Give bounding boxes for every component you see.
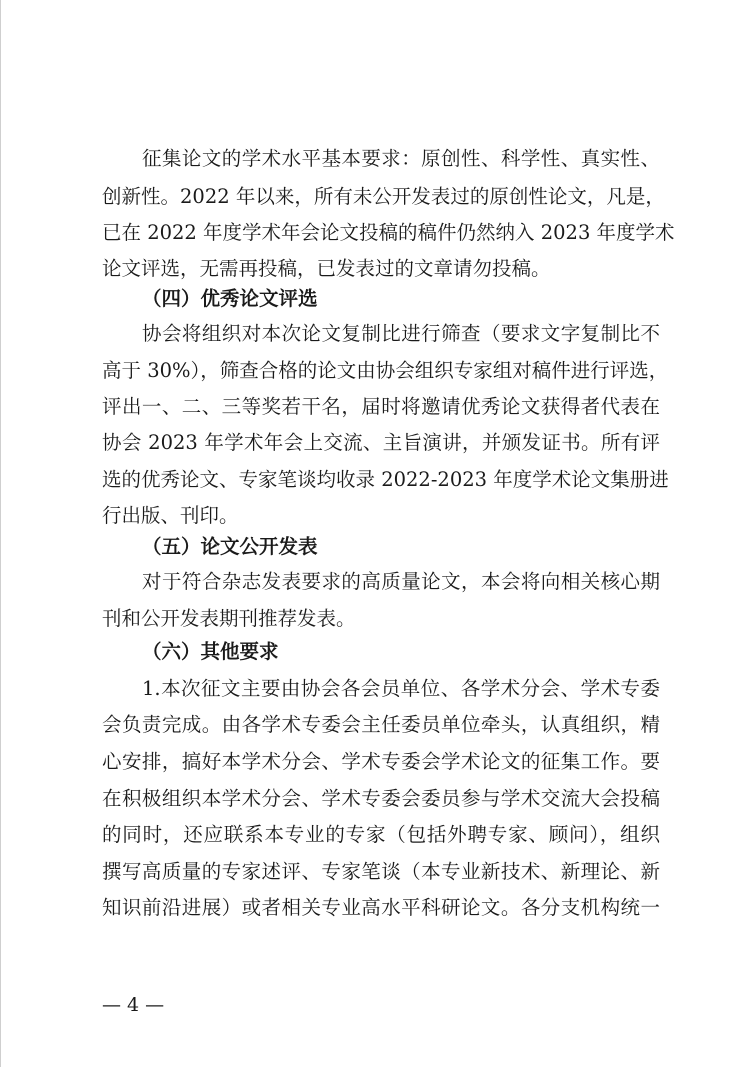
paragraph-line: 高于 30%），筛查合格的论文由协会组织专家组对稿件进行评选， xyxy=(102,359,669,382)
paragraph-line: 会负责完成。由各学术专委会主任委员单位牵头，认真组织，精 xyxy=(102,713,660,736)
paragraph-line: 在积极组织本学术分会、学术专委会委员参与学术交流大会投稿 xyxy=(102,787,660,810)
paragraph-line: 心安排，搞好本学术分会、学术专委会学术论文的征集工作。要 xyxy=(102,750,660,773)
section-heading: （四）优秀论文评选 xyxy=(142,287,318,310)
paragraph-line: 行出版、刊印。 xyxy=(102,504,239,527)
section-heading: （五）论文公开发表 xyxy=(142,535,318,558)
page-left-border xyxy=(0,0,1,1067)
paragraph-line: 评出一、二、三等奖若干名，届时将邀请优秀论文获得者代表在 xyxy=(102,395,660,418)
paragraph-line: 的同时，还应联系本专业的专家（包括外聘专家、顾问），组织 xyxy=(102,823,660,846)
paragraph-line: 创新性。2022 年以来，所有未公开发表过的原创性论文，凡是， xyxy=(102,185,665,208)
paragraph-line: 选的优秀论文、专家笔谈均收录 2022-2023 年度学术论文集册进 xyxy=(102,468,669,491)
paragraph-line: 论文评选，无需再投稿，已发表过的文章请勿投稿。 xyxy=(102,257,551,280)
paragraph-line: 协会 2023 年学术年会上交流、主旨演讲，并颁发证书。所有评 xyxy=(102,431,660,454)
section-heading: （六）其他要求 xyxy=(142,640,279,663)
paragraph-line: 协会将组织对本次论文复制比进行筛查（要求文字复制比不 xyxy=(142,322,660,345)
paragraph-line: 1.本次征文主要由协会各会员单位、各学术分会、学术专委 xyxy=(142,677,660,700)
paragraph-line: 征集论文的学术水平基本要求：原创性、科学性、真实性、 xyxy=(142,147,660,170)
paragraph-line: 已在 2022 年度学术年会论文投稿的稿件仍然纳入 2023 年度学术 xyxy=(102,221,675,244)
page-number: — 4 — xyxy=(102,994,165,1016)
paragraph-line: 知识前沿进展）或者相关专业高水平科研论文。各分支机构统一 xyxy=(102,896,660,919)
paragraph-line: 刊和公开发表期刊推荐发表。 xyxy=(102,607,356,630)
paragraph-line: 撰写高质量的专家述评、专家笔谈（本专业新技术、新理论、新 xyxy=(102,860,660,883)
paragraph-line: 对于符合杂志发表要求的高质量论文，本会将向相关核心期 xyxy=(142,570,660,593)
